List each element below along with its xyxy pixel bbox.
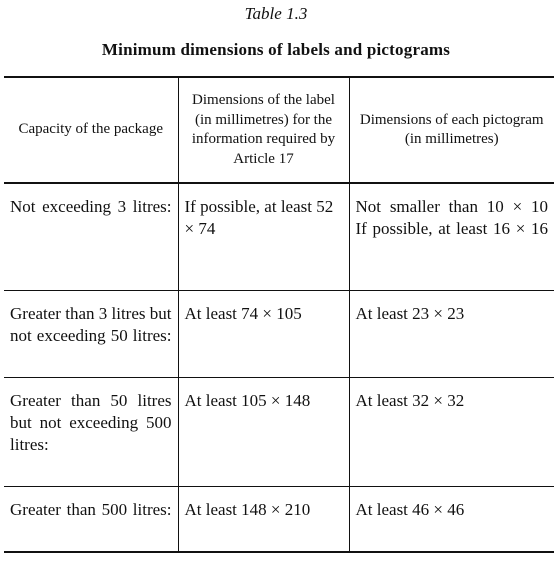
header-label-dimensions: Dimensions of the label (in millimetres) for the information required by Article 17: [178, 77, 349, 183]
table-caption: Table 1.3: [244, 4, 308, 23]
cell-label-dimensions: If possible, at least 52 × 74: [178, 183, 349, 291]
cell-label-dimensions: At least 148 × 210: [178, 487, 349, 553]
table-row: [4, 291, 554, 378]
cell-label-dimensions: At least 74 × 105: [178, 291, 349, 378]
table-row: [4, 183, 554, 291]
table-title: Minimum dimensions of labels and pictograms: [101, 40, 451, 59]
pictogram-line-2: If possible, at least 16 × 16: [355, 219, 548, 238]
table-row: [4, 487, 554, 553]
cell-label-dimensions: At least 105 × 148: [178, 378, 349, 487]
cell-pictogram-dimensions: [349, 183, 554, 291]
cell-pictogram-dimensions: At least 46 × 46: [349, 487, 554, 553]
cell-pictogram-dimensions: At least 32 × 32: [349, 378, 554, 487]
header-capacity: Capacity of the package: [4, 77, 178, 183]
cell-capacity: Greater than 50 litres but not exceeding 500 litres:: [4, 378, 178, 487]
header-pictogram-dimensions: Dimensions of each pictogram (in millimetres): [349, 77, 554, 183]
table-row: [4, 378, 554, 487]
cell-pictogram-dimensions: At least 23 × 23: [349, 291, 554, 378]
dimensions-table: [4, 76, 554, 553]
cell-capacity: Greater than 500 litres:: [4, 487, 178, 553]
cell-capacity: Not exceeding 3 litres:: [4, 183, 178, 291]
table-header-row: [4, 77, 554, 183]
cell-capacity: Greater than 3 litres but not exceeding 50 litres:: [4, 291, 178, 378]
pictogram-line-1: Not smaller than 10 × 10: [355, 197, 548, 216]
